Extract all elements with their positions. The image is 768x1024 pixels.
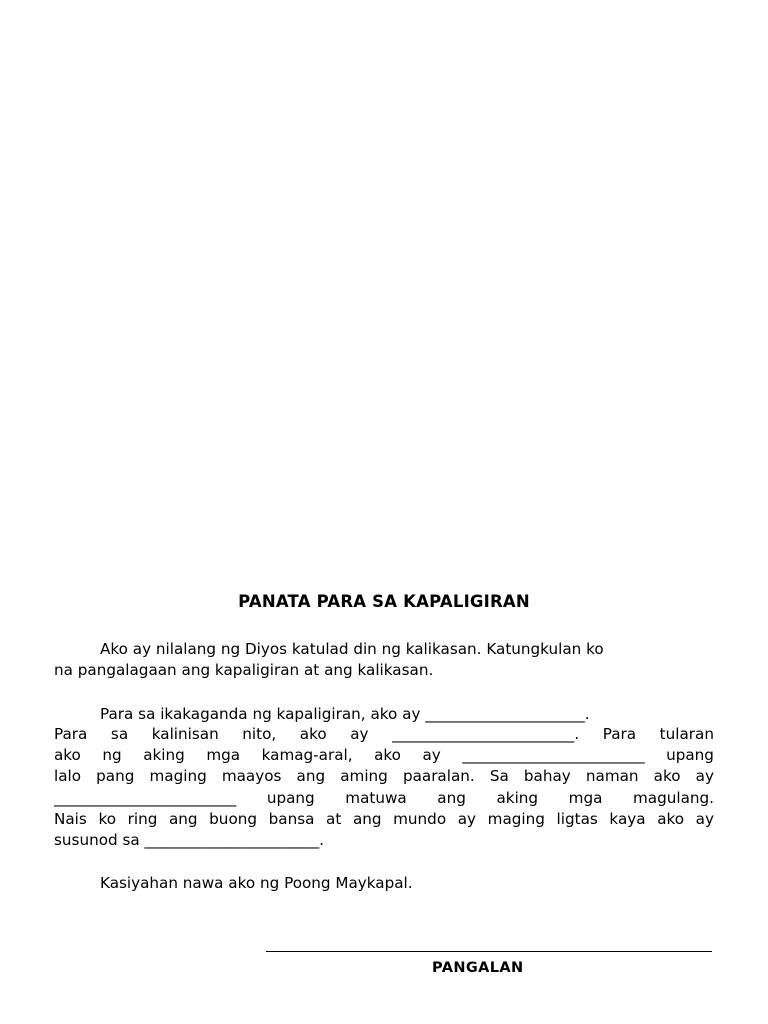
- paragraph-2-line-4-text-word: lalo: [54, 767, 82, 785]
- paragraph-2-line-4-text-word: ang: [296, 767, 326, 785]
- paragraph-2-line-2-text-word: ________________________.: [392, 725, 580, 743]
- paragraph-2-line-5-text-word: magulang.: [633, 789, 714, 807]
- paragraph-2-line-3-text-word: aking: [143, 746, 185, 764]
- paragraph-2-line-4-text-word: Sa: [489, 767, 509, 785]
- paragraph-2-line-6-text-word: ko: [98, 810, 116, 828]
- paragraph-2-line-2-text-word: ay: [350, 725, 369, 743]
- paragraph-2-line-2-text-word: Para: [602, 725, 637, 743]
- document-title: PANATA PARA SA KAPALIGIRAN: [238, 592, 530, 611]
- paragraph-1-line-2: na pangalagaan ang kapaligiran at ang kalikasan.: [54, 661, 434, 679]
- paragraph-2-line-3-text-word: ako: [374, 746, 401, 764]
- paragraph-2-line-4-text-word: paaralan.: [402, 767, 475, 785]
- paragraph-2-line-3-text-word: ________________________: [462, 746, 645, 764]
- paragraph-2-line-2: [54, 724, 714, 744]
- paragraph-2-line-5-text-word: aking: [496, 789, 539, 807]
- paragraph-2-line-5-text-word: ang: [437, 789, 466, 807]
- paragraph-2-line-2-text-word: tularan: [659, 725, 714, 743]
- paragraph-2-line-4: [54, 766, 714, 786]
- paragraph-2-line-7: susunod sa _______________________.: [54, 831, 324, 849]
- paragraph-2-line-5-text-word: mga: [568, 789, 603, 807]
- paragraph-2-line-1: Para sa ikakaganda ng kapaligiran, ako ay _____________________.: [100, 705, 590, 723]
- paragraph-2-line-6-text-word: ring: [127, 810, 158, 828]
- paragraph-2-line-2-text-word: kalinisan: [151, 725, 219, 743]
- paragraph-2-line-6-text-word: bansa: [268, 810, 315, 828]
- paragraph-1-line-1: Ako ay nilalang ng Diyos katulad din ng kalikasan. Katungkulan ko: [100, 640, 604, 658]
- signature-label: PANGALAN: [432, 960, 524, 976]
- paragraph-2-line-5: [54, 788, 714, 808]
- paragraph-2-line-6: [54, 809, 714, 829]
- paragraph-2-line-3-text-word: kamag-aral,: [261, 746, 353, 764]
- paragraph-2-line-2-text-word: ako: [299, 725, 327, 743]
- paragraph-2-line-3-text-word: ako: [54, 746, 81, 764]
- paragraph-2-line-6-text-word: mundo: [393, 810, 447, 828]
- paragraph-2-line-6-text-word: ako: [657, 810, 685, 828]
- paragraph-2-line-6-text-word: at: [326, 810, 342, 828]
- paragraph-2-line-5-text-word: ________________________: [54, 789, 237, 807]
- paragraph-2-line-6-text-word: ligtas: [556, 810, 598, 828]
- paragraph-2-line-5-text-word: upang: [266, 789, 315, 807]
- paragraph-2-line-5-text-word: matuwa: [345, 789, 407, 807]
- paragraph-2-line-4-text-word: maayos: [221, 767, 282, 785]
- paragraph-2-line-4-text-word: pang: [96, 767, 135, 785]
- paragraph-2-line-3-text-word: upang: [666, 746, 714, 764]
- paragraph-2-line-6-text-word: maging: [487, 810, 545, 828]
- paragraph-2-line-4-text-word: naman: [585, 767, 639, 785]
- signature-line: [266, 951, 712, 952]
- paragraph-2-line-3-text-word: ay: [422, 746, 441, 764]
- paragraph-2-line-6-text-word: kaya: [609, 810, 646, 828]
- paragraph-2-line-6-text-word: ay: [695, 810, 714, 828]
- paragraph-2-line-3-text-word: mga: [206, 746, 241, 764]
- paragraph-2-line-6-text-word: ang: [168, 810, 198, 828]
- paragraph-2-line-6-text-word: Nais: [54, 810, 87, 828]
- paragraph-2-line-2-text-word: Para: [54, 725, 88, 743]
- paragraph-2-line-3-text-word: ng: [102, 746, 122, 764]
- paragraph-2-line-4-text-word: bahay: [523, 767, 571, 785]
- paragraph-2-line-4-text-word: ako: [653, 767, 681, 785]
- paragraph-2-line-6-text-word: ay: [457, 810, 477, 828]
- paragraph-2-line-2-text-word: nito,: [242, 725, 277, 743]
- paragraph-2-line-6-text-word: ang: [352, 810, 382, 828]
- paragraph-2-line-4-text-word: maging: [149, 767, 207, 785]
- paragraph-2-line-6-text-word: buong: [209, 810, 257, 828]
- paragraph-3-line-1: Kasiyahan nawa ako ng Poong Maykapal.: [100, 874, 413, 892]
- paragraph-2-line-4-text-word: ay: [695, 767, 714, 785]
- paragraph-2-line-4-text-word: aming: [340, 767, 388, 785]
- paragraph-2-line-2-text-word: sa: [110, 725, 129, 743]
- paragraph-2-line-3: [54, 745, 714, 765]
